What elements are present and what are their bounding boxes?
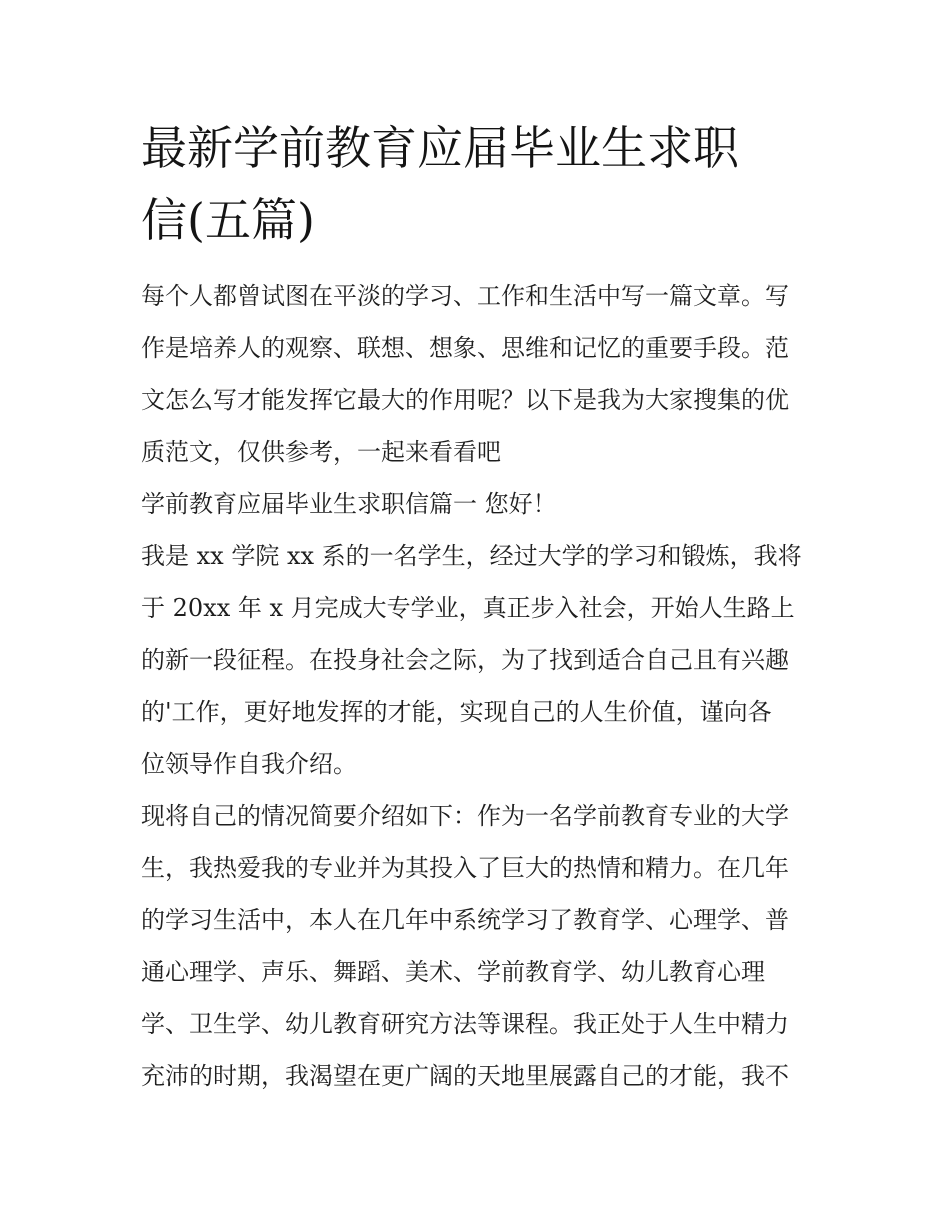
document-title <box>141 112 813 256</box>
body-line: 我是 xx 学院 xx 系的一名学生，经过大学的学习和锻炼，我将 <box>141 542 802 570</box>
title-line: 信(五篇) <box>141 193 315 247</box>
body-line: 的学习生活中，本人在几年中系统学习了教育学、心理学、普 <box>141 906 789 934</box>
body-line: 充沛的时期，我渴望在更广阔的天地里展露自己的才能，我不 <box>141 1062 789 1090</box>
body-line: 生，我热爱我的专业并为其投入了巨大的热情和精力。在几年 <box>141 854 789 882</box>
body-line: 位领导作自我介绍。 <box>141 750 357 778</box>
body-line: 作是培养人的观察、联想、想象、思维和记忆的重要手段。范 <box>141 334 789 362</box>
body-line: 通心理学、声乐、舞蹈、美术、学前教育学、幼儿教育心理 <box>141 958 765 986</box>
body-line: 的新一段征程。在投身社会之际，为了找到适合自己且有兴趣 <box>141 646 789 674</box>
body-line: 现将自己的情况简要介绍如下：作为一名学前教育专业的大学 <box>141 802 789 830</box>
section-heading-line: 学前教育应届毕业生求职信篇一 您好！ <box>141 490 557 518</box>
title-line: 最新学前教育应届毕业生求职 <box>141 121 739 175</box>
document-page <box>141 112 813 1102</box>
body-line: 于 20xx 年 x 月完成大专学业，真正步入社会，开始人生路上 <box>141 594 795 622</box>
body-line: 学、卫生学、幼儿教育研究方法等课程。我正处于人生中精力 <box>141 1010 789 1038</box>
body-line: 文怎么写才能发挥它最大的作用呢？以下是我为大家搜集的优 <box>141 386 789 414</box>
body-line: 的'工作，更好地发挥的才能，实现自己的人生价值，谨向各 <box>141 698 772 726</box>
body-line: 每个人都曾试图在平淡的学习、工作和生活中写一篇文章。写 <box>141 282 789 310</box>
body-line: 质范文，仅供参考，一起来看看吧 <box>141 438 501 466</box>
document-body <box>141 270 813 1102</box>
